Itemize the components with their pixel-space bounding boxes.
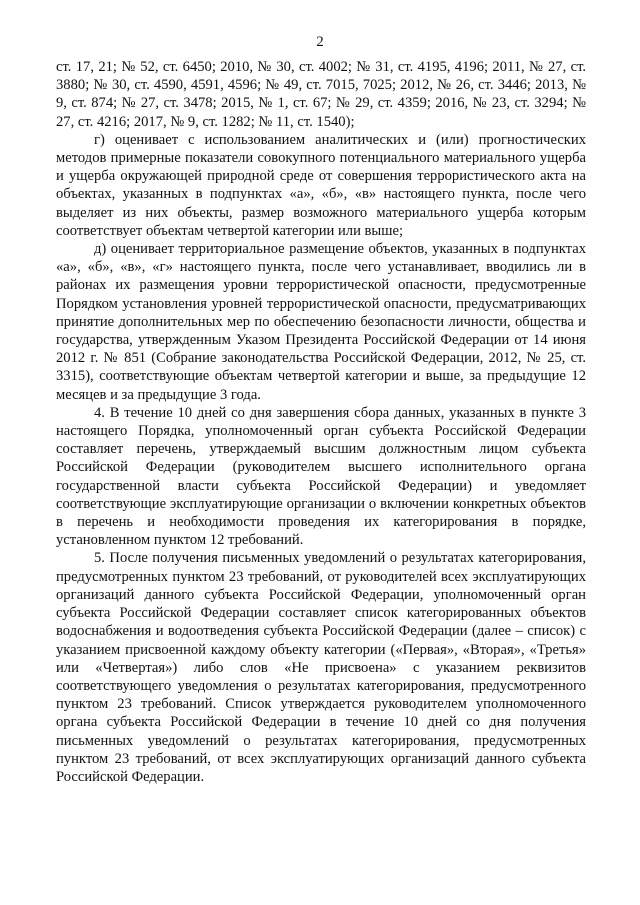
paragraph-subitem-d: д) оценивает территориальное размещение объектов, указанных в подпунктах «а», «б», «в», «г» настоящего пункта, после чего устанавливает, вводились ли в районах их размещения уровни террористической опасности, предусмотренные Порядком установления уровней террористической опасности, предусматривающих принятие дополнительных мер по обеспечению безопасности личности, общества и государства, утвержденным Указом Президента Российской Федерации от 14 июня 2012 г. № 851 (Собрание законодательства Российской Федерации, 2012, № 25, ст. 3315), соответствующие объектам четвертой категории и выше, за предыдущие 12 месяцев и за предыдущие 3 года.: [56, 241, 586, 403]
paragraph-subitem-g: г) оценивает с использованием аналитических и (или) прогностических методов примерные показатели совокупного потенциального материального ущерба и ущерба окружающей природной среде от совершения террористического акта на объектах, указанных в подпунктах «а», «б», «в» настоящего пункта, после чего выделяет из них объекты, размер возможного материального ущерба которым соответствует объектам четвертой категории или выше;: [56, 131, 586, 239]
paragraph-item-5: 5. После получения письменных уведомлений о результатах категорирования, предусмотренных пунктом 23 требований, от руководителей всех эксплуатирующих организаций данного субъекта Российской Федерации, уполномоченный орган субъекта Российской Федерации составляет список категорированных объектов водоснабжения и водоотведения субъекта Российской Федерации (далее – список) с указанием присвоенной каждому объекту категории («Первая», «Вторая», «Третья» или «Четвертая») либо слов «Не присвоена» с указанием реквизитов соответствующего уведомления о результатах категорирования, предусмотренного пунктом 23 требований. Список утверждается руководителем уполномоченного органа субъекта Российской Федерации в течение 10 дней со дня получения письменных уведомлений о результатах категорирования, предусмотренных пунктом 23 требований, от всех эксплуатирующих организаций данного субъекта Российской Федерации.: [56, 550, 586, 785]
document-body: [56, 58, 586, 786]
paragraph-citation-continuation: ст. 17, 21; № 52, ст. 6450; 2010, № 30, ст. 4002; № 31, ст. 4195, 4196; 2011, № 27, ст. 3880; № 30, ст. 4590, 4591, 4596; № 49, ст. 7015, 7025; 2012, № 26, ст. 3446; 2013, № 9, ст. 874; № 27, ст. 3478; 2015, № 1, ст. 67; № 29, ст. 4359; 2016, № 23, ст. 3294; № 27, ст. 4216; 2017, № 9, ст. 1282; № 11, ст. 1540);: [56, 59, 586, 130]
page-number: 2: [316, 34, 324, 50]
paragraph-item-4: 4. В течение 10 дней со дня завершения сбора данных, указанных в пункте 3 настоящего Порядка, уполномоченный орган субъекта Российской Федерации составляет перечень, утверждаемый высшим должностным лицом субъекта Российской Федерации (руководителем высшего исполнительного органа государственной власти субъекта Российской Федерации) и уведомляет соответствующие эксплуатирующие организации о включении конкретных объектов в перечень и необходимости проведения их категорирования в порядке, установленном пунктом 12 требований.: [56, 404, 586, 549]
